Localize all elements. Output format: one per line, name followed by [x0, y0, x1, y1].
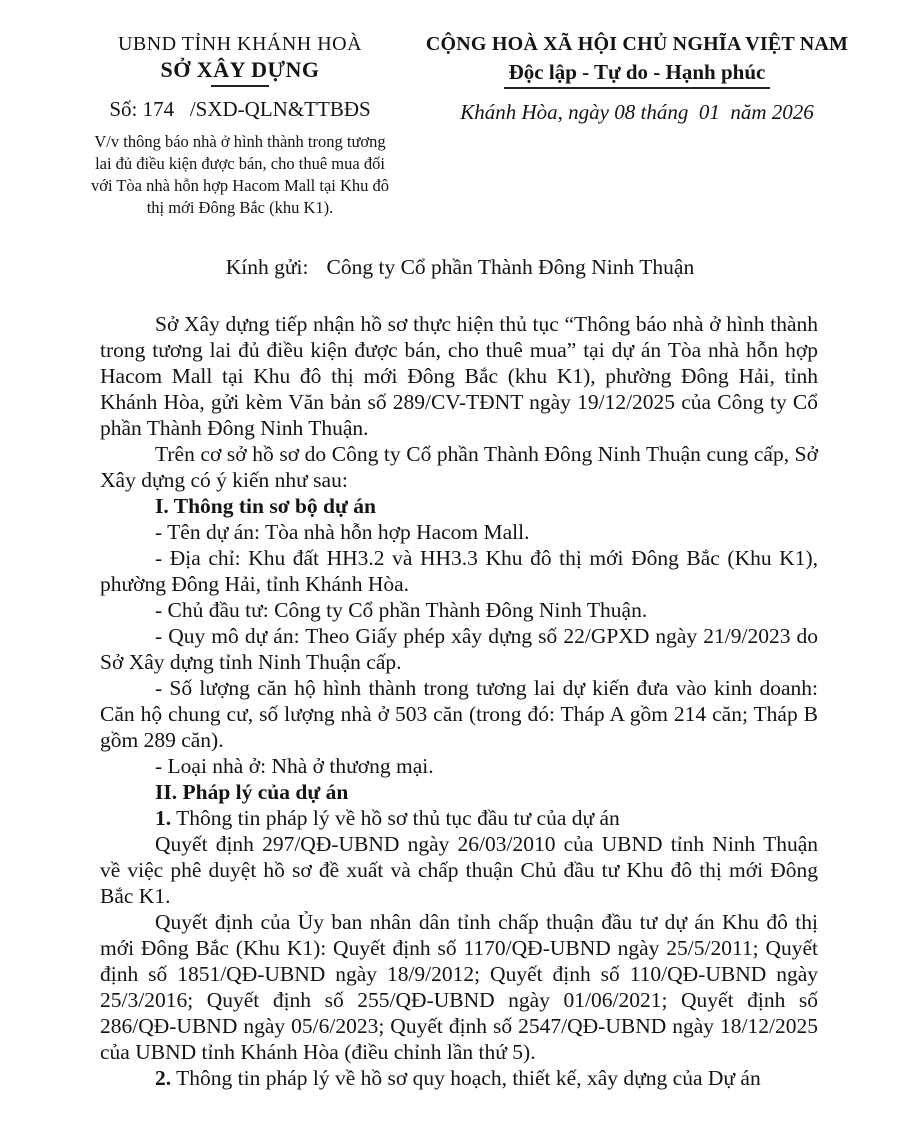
paragraph: - Số lượng căn hộ hình thành trong tương lai dự kiến đưa vào kinh doanh: Căn hộ chung cư, số lượng nhà ở 503 căn (trong đó: Tháp A gồm 214 căn; Tháp B gồm 289 căn). [100, 676, 818, 752]
paragraph: 1. Thông tin pháp lý về hồ sơ thủ tục đầu tư của dự án [155, 806, 620, 830]
national-title: CỘNG HOÀ XÃ HỘI CHỦ NGHĨA VIỆT NAM [425, 33, 849, 55]
paragraph: - Quy mô dự án: Theo Giấy phép xây dựng số 22/GPXD ngày 21/9/2023 do Sở Xây dựng tỉnh Ninh Thuận cấp. [100, 624, 818, 674]
document-body [0, 311, 900, 1091]
paragraph: I. Thông tin sơ bộ dự án [155, 494, 376, 518]
paragraph: - Tên dự án: Tòa nhà hỗn hợp Hacom Mall. [155, 520, 530, 544]
paragraph: - Loại nhà ở: Nhà ở thương mại. [155, 754, 434, 778]
recipient-name: Công ty Cổ phần Thành Đông Ninh Thuận [326, 255, 695, 279]
paragraph: - Chủ đầu tư: Công ty Cổ phần Thành Đông Ninh Thuận. [155, 598, 648, 622]
issuing-agency-block [70, 32, 410, 219]
place-date-line: Khánh Hòa, ngày 08 tháng 01 năm 2026 [460, 100, 814, 124]
header-separator-line [211, 85, 269, 87]
document-header [0, 0, 900, 219]
salutation-line [0, 255, 900, 280]
document-number: Số: 174 /SXD-QLN&TTBĐS [109, 97, 371, 121]
national-motto: Độc lập - Tự do - Hạnh phúc [504, 59, 771, 89]
paragraph: Quyết định 297/QĐ-UBND ngày 26/03/2010 của UBND tỉnh Ninh Thuận về việc phê duyệt hồ sơ đề xuất và chấp thuận Chủ đầu tư Khu đô thị mới Đông Bắc K1. [100, 832, 818, 908]
national-header-block [410, 32, 850, 219]
paragraph-number: 2. [155, 1066, 172, 1090]
document-subject: V/v thông báo nhà ở hình thành trong tương lai đủ điều kiện được bán, cho thuê mua đối với Tòa nhà hỗn hợp Hacom Mall tại Khu đô thị mới Đông Bắc (khu K1). [90, 132, 390, 217]
paragraph: Quyết định của Ủy ban nhân dân tỉnh chấp thuận đầu tư dự án Khu đô thị mới Đông Bắc (Khu K1): Quyết định số 1170/QĐ-UBND ngày 25/5/2011; Quyết định số 1851/QĐ-UBND ngày 18/9/2012; Quyết định số 110/QĐ-UBND ngày 25/3/2016; Quyết định số 255/QĐ-UBND ngày 01/06/2021; Quyết định số 286/QĐ-UBND ngày 05/6/2023; Quyết định số 2547/QĐ-UBND ngày 18/12/2025 của UBND tỉnh Khánh Hòa (điều chỉnh lần thứ 5). [100, 910, 818, 1064]
paragraph: II. Pháp lý của dự án [155, 780, 349, 804]
paragraph: 2. Thông tin pháp lý về hồ sơ quy hoạch, thiết kế, xây dựng của Dự án [155, 1066, 761, 1090]
paragraph: Trên cơ sở hồ sơ do Công ty Cổ phần Thành Đông Ninh Thuận cung cấp, Sở Xây dựng có ý kiến như sau: [100, 442, 818, 492]
org-parent-name: UBND TỈNH KHÁNH HOÀ [117, 33, 363, 55]
paragraph: - Địa chỉ: Khu đất HH3.2 và HH3.3 Khu đô thị mới Đông Bắc (Khu K1), phường Đông Hải, tỉnh Khánh Hòa. [100, 546, 818, 596]
salutation-label: Kính gửi: [225, 255, 309, 279]
paragraph-number: 1. [155, 806, 172, 830]
paragraph: Sở Xây dựng tiếp nhận hồ sơ thực hiện thủ tục “Thông báo nhà ở hình thành trong tương lai đủ điều kiện được bán, cho thuê mua” tại dự án Tòa nhà hỗn hợp Hacom Mall tại Khu đô thị mới Đông Bắc (khu K1), phường Đông Hải, tỉnh Khánh Hòa, gửi kèm Văn bản số 289/CV-TĐNT ngày 19/12/2025 của Công ty Cổ phần Thành Đông Ninh Thuận. [100, 312, 818, 440]
department-name: SỞ XÂY DỰNG [160, 57, 320, 82]
